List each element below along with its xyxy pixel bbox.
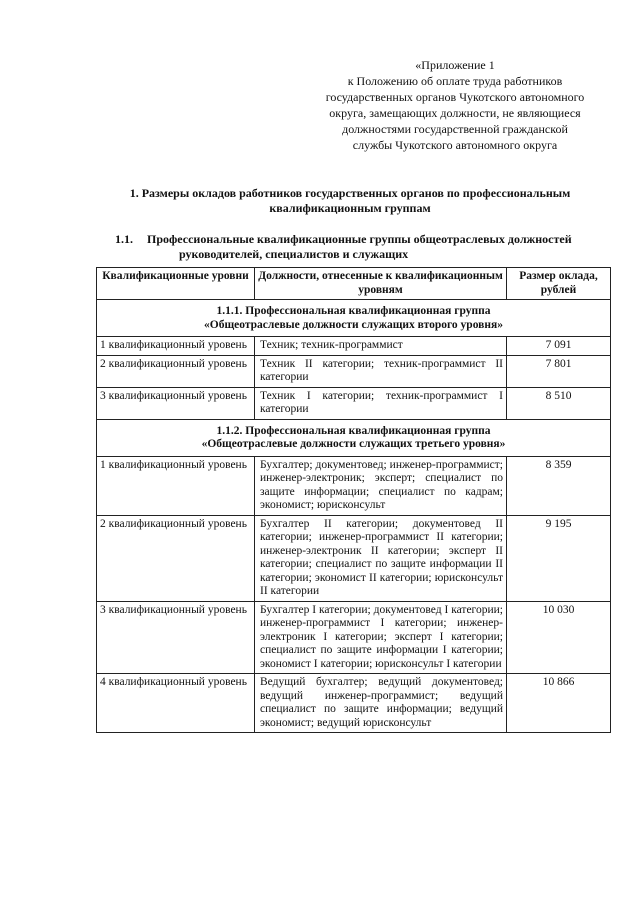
group-title-line: «Общеотраслевые должности служащих третьего уровня» bbox=[201, 438, 506, 450]
table-header-row bbox=[97, 268, 611, 300]
group-title bbox=[97, 419, 611, 456]
table-row bbox=[97, 601, 611, 674]
annex-line: государственных органов Чукотского автономного bbox=[325, 90, 585, 104]
salary-cell: 8 359 bbox=[507, 456, 611, 515]
salary-cell: 7 801 bbox=[507, 355, 611, 387]
positions-cell: Бухгалтер II категории; документовед II категории; инженер-программист II категории; инженер-электроник II категории; эксперт II категории; специалист по защите информации II категории; экономист II категории; юрисконсульт II категории bbox=[255, 515, 507, 601]
group-header-row bbox=[97, 419, 611, 456]
level-cell: 3 квалификационный уровень bbox=[97, 387, 255, 419]
section-1-heading-line: 1. Размеры окладов работников государственных органов по профессиональным bbox=[129, 186, 571, 200]
positions-cell: Ведущий бухгалтер; ведущий документовед; ведущий инженер-программист; ведущий специалист по защите информации; ведущий экономист; ведущий юрисконсульт bbox=[255, 674, 507, 733]
section-1-1-heading-line: Профессиональные квалификационные группы общеотраслевых должностей bbox=[147, 232, 572, 246]
column-header: Квалификационные уровни bbox=[97, 268, 255, 300]
section-1-heading-line: квалификационным группам bbox=[269, 201, 431, 215]
level-cell: 2 квалификационный уровень bbox=[97, 355, 255, 387]
positions-cell: Техник II категории; техник-программист II категории bbox=[255, 355, 507, 387]
level-cell: 3 квалификационный уровень bbox=[97, 601, 255, 674]
level-cell: 2 квалификационный уровень bbox=[97, 515, 255, 601]
level-cell: 1 квалификационный уровень bbox=[97, 337, 255, 356]
section-1-1-number: 1.1. bbox=[115, 232, 133, 246]
table-row bbox=[97, 387, 611, 419]
table-row bbox=[97, 355, 611, 387]
annex-line: службы Чукотского автономного округа bbox=[352, 138, 558, 152]
table-row bbox=[97, 674, 611, 733]
group-title-line: 1.1.1. Профессиональная квалификационная группа bbox=[216, 305, 491, 317]
level-cell: 1 квалификационный уровень bbox=[97, 456, 255, 515]
annex-line: должностями государственной гражданской bbox=[342, 122, 568, 136]
group-title-line: 1.1.2. Профессиональная квалификационная группа bbox=[216, 424, 491, 437]
table-row bbox=[97, 456, 611, 515]
section-1-heading bbox=[100, 186, 600, 216]
positions-cell: Бухгалтер; документовед; инженер-программист; инженер-электроник; эксперт; специалист по защите информации; специалист по кадрам; экономист; юрисконсульт bbox=[255, 456, 507, 515]
annex-line: округа, замещающих должности, не являющиеся bbox=[329, 106, 581, 120]
table-row bbox=[97, 515, 611, 601]
salary-cell: 10 866 bbox=[507, 674, 611, 733]
positions-cell: Техник; техник-программист bbox=[255, 337, 507, 356]
positions-cell: Бухгалтер I категории; документовед I категории; инженер-программист I категории; инженер-электроник I категории; эксперт I категории; специалист по защите информации I категории; экономист I категории; юрисконсульт I категории bbox=[255, 601, 507, 674]
section-1-1-heading-line: руководителей, специалистов и служащих bbox=[179, 247, 409, 261]
table-row bbox=[97, 337, 611, 356]
group-header-row bbox=[97, 300, 611, 337]
positions-cell: Техник I категории; техник-программист I категории bbox=[255, 387, 507, 419]
salary-cell: 10 030 bbox=[507, 601, 611, 674]
column-header: Размер оклада, рублей bbox=[507, 268, 611, 300]
salary-cell: 7 091 bbox=[507, 337, 611, 356]
column-header: Должности, отнесенные к квалификационным уровням bbox=[255, 268, 507, 300]
annex-block bbox=[300, 57, 610, 153]
section-1-1-heading bbox=[115, 232, 605, 262]
salary-cell: 9 195 bbox=[507, 515, 611, 601]
salary-table bbox=[96, 267, 611, 733]
group-title bbox=[97, 300, 611, 337]
level-cell: 4 квалификационный уровень bbox=[97, 674, 255, 733]
annex-line: к Положению об оплате труда работников bbox=[347, 74, 563, 88]
annex-line: «Приложение 1 bbox=[415, 58, 495, 72]
salary-cell: 8 510 bbox=[507, 387, 611, 419]
group-title-line: «Общеотраслевые должности служащих второго уровня» bbox=[204, 318, 503, 331]
